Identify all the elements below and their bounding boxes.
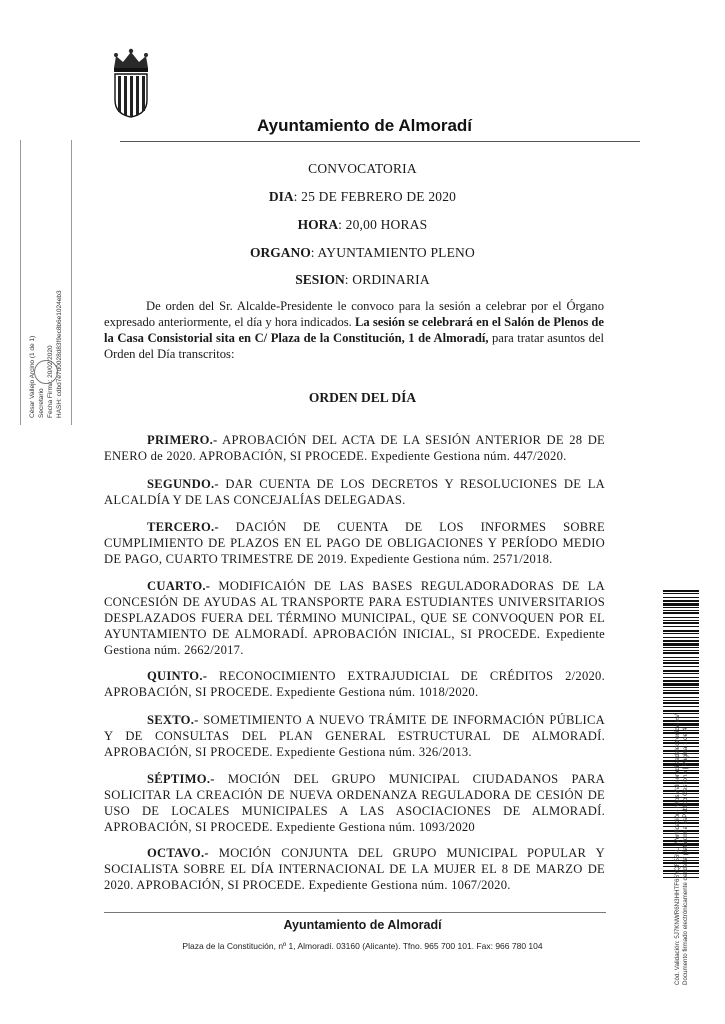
organo-label: ORGANO (250, 245, 311, 260)
seal-icon (34, 360, 58, 384)
agenda-item-septimo (104, 771, 605, 835)
item-expediente: Expediente Gestiona núm. 1018/2020. (272, 685, 479, 699)
item-desc: MOCIÓN CONJUNTA DEL GRUPO MUNICIPAL POPULAR Y SOCIALISTA SOBRE EL DÍA INTERNACIONAL DE LA MUJER EL 8 DE MARZO DE 2020. APROBACIÓN, SI PROCEDE. (104, 846, 605, 892)
signer-role: Secretario (38, 387, 45, 418)
item-desc: MODIFICAIÓN DE LAS BASES REGULADORADORAS DE LA CONCESIÓN DE AYUDAS AL TRANSPORTE PARA ESTUDIANTES UNIVERSITARIOS DESPLAZADOS FUERA DEL TÉRMINO MUNICIPAL, QUE SE CONVOQUEN POR EL AYUNTAMIENTO DE ALMORADÍ. APROBACIÓN INICIAL, SI PROCEDE. (104, 579, 605, 641)
item-desc: RECONOCIMIENTO EXTRAJUDICIAL DE CRÉDITOS 2/2020. APROBACIÓN, SI PROCEDE. (104, 669, 605, 699)
dia-line (0, 189, 725, 205)
item-lead: SEXTO.- (147, 713, 199, 727)
orden-del-dia-title: ORDEN DEL DÍA (308, 390, 417, 405)
agenda-item-primero (104, 432, 605, 464)
hora-line (0, 217, 725, 233)
item-lead: OCTAVO.- (147, 846, 209, 860)
intro-text: De orden del Sr. Alcalde-Presidente le convoco para la sesión a celebrar por el Órgano expresado anteriormente, el día y hora indicados. (104, 299, 604, 329)
organo-value: : AYUNTAMIENTO PLENO (310, 245, 475, 260)
item-lead: TERCERO.- (147, 520, 219, 534)
header-divider (120, 141, 640, 142)
agenda-item-quinto (104, 668, 605, 700)
sesion-line (0, 272, 725, 288)
validation-code: Cód. Validación: 5J7KNWR6N3HHTF66YQR565L | Verificación: https://almoradi.sedelectronica.es/ (674, 714, 681, 985)
item-desc: APROBACIÓN DEL ACTA DE LA SESIÓN ANTERIOR DE 28 DE ENERO de 2020. APROBACIÓN, SI PROCEDE. (104, 433, 605, 463)
item-lead: CUARTO.- (147, 579, 211, 593)
dia-label: DIA (268, 189, 294, 204)
intro-venue: La sesión se celebrará en el Salón de Plenos de la Casa Consistorial sita en C/ Plaza de la Constitución, 1 de Almoradí, (104, 315, 605, 345)
footer-address: Plaza de la Constitución, nº 1, Almoradí. 03160 (Alicante). Tfno. 965 700 101. Fax: 966 780 104 (182, 941, 543, 951)
item-desc: DACIÓN DE CUENTA DE LOS INFORMES SOBRE CUMPLIMIENTO DE PLAZOS EN EL PAGO DE OBLIGACIONES Y PERÍODO MEDIO DE PAGO, CUARTO TRIMESTRE DE 2019. (104, 520, 605, 566)
convocatoria-title: CONVOCATORIA (308, 161, 417, 176)
agenda-item-octavo (104, 845, 605, 893)
dia-value: : 25 DE FEBRERO DE 2020 (293, 189, 457, 204)
coat-of-arms-logo (106, 48, 156, 118)
footer-divider (104, 912, 606, 913)
item-expediente: Expediente Gestiona núm. 1067/2020. (305, 878, 511, 892)
item-expediente: Expediente Gestiona núm. 2662/2017. (104, 627, 606, 657)
signature-hash: HASH: cdbd7e7d0028d83f9ec8b6e1024eb3 (56, 289, 63, 418)
item-lead: SÉPTIMO.- (147, 772, 215, 786)
item-desc: MOCIÓN DEL GRUPO MUNICIPAL CIUDADANOS PARA SOLICITAR LA CREACIÓN DE NUEVA ORDENANZA REGULADORA DE CESIÓN DE USO DE LOCALES MUNICIPALES A LAS ASOCIACIONES DE ALMORADÍ. APROBACIÓN, SI PROCEDE. (104, 772, 605, 834)
agenda-item-tercero (104, 519, 605, 567)
agenda-item-cuarto (104, 578, 605, 658)
item-desc: DAR CUENTA DE LOS DECRETOS Y RESOLUCIONES DE LA ALCALDÍA Y DE LAS CONCEJALÍAS DELEGADAS. (104, 477, 605, 507)
item-expediente: Expediente Gestiona núm. 1093/2020 (272, 820, 475, 834)
item-lead: PRIMERO.- (147, 433, 218, 447)
platform-note: Documento firmado electrónicamente desde la plataforma esPublico Gestiona | Página 1 de 4 (682, 727, 689, 985)
item-expediente: Expediente Gestiona núm. 326/2013. (272, 745, 472, 759)
item-lead: QUINTO.- (147, 669, 208, 683)
intro-text-end: para tratar asuntos del Orden del Día transcritos: (104, 331, 604, 361)
signature-date: Fecha Firma: 20/02/2020 (47, 344, 54, 418)
hora-label: HORA (297, 217, 339, 232)
footer-title: Ayuntamiento de Almoradí (283, 918, 442, 932)
item-expediente: Expediente Gestiona núm. 2571/2018. (346, 552, 553, 566)
hora-value: : 20,00 HORAS (338, 217, 428, 232)
verification-note (672, 620, 692, 990)
item-lead: SEGUNDO.- (147, 477, 219, 491)
intro-paragraph (104, 298, 604, 362)
organo-line (0, 245, 725, 261)
header-title: Ayuntamiento de Almoradí (256, 116, 473, 135)
agenda-item-sexto (104, 712, 605, 760)
item-desc: SOMETIMIENTO A NUEVO TRÁMITE DE INFORMACIÓN PÚBLICA Y DE CONSULTAS DEL PLAN GENERAL ESTRUCTURAL DE ALMORADÍ. APROBACIÓN, SI PROCEDE. (104, 713, 605, 759)
signer-name: César Vallejo Arcino (1 de 1) (29, 335, 36, 418)
item-expediente: Expediente Gestiona núm. 447/2020. (367, 449, 567, 463)
agenda-item-segundo (104, 476, 605, 508)
sesion-value: : ORDINARIA (344, 272, 430, 287)
sesion-label: SESION (295, 272, 345, 287)
